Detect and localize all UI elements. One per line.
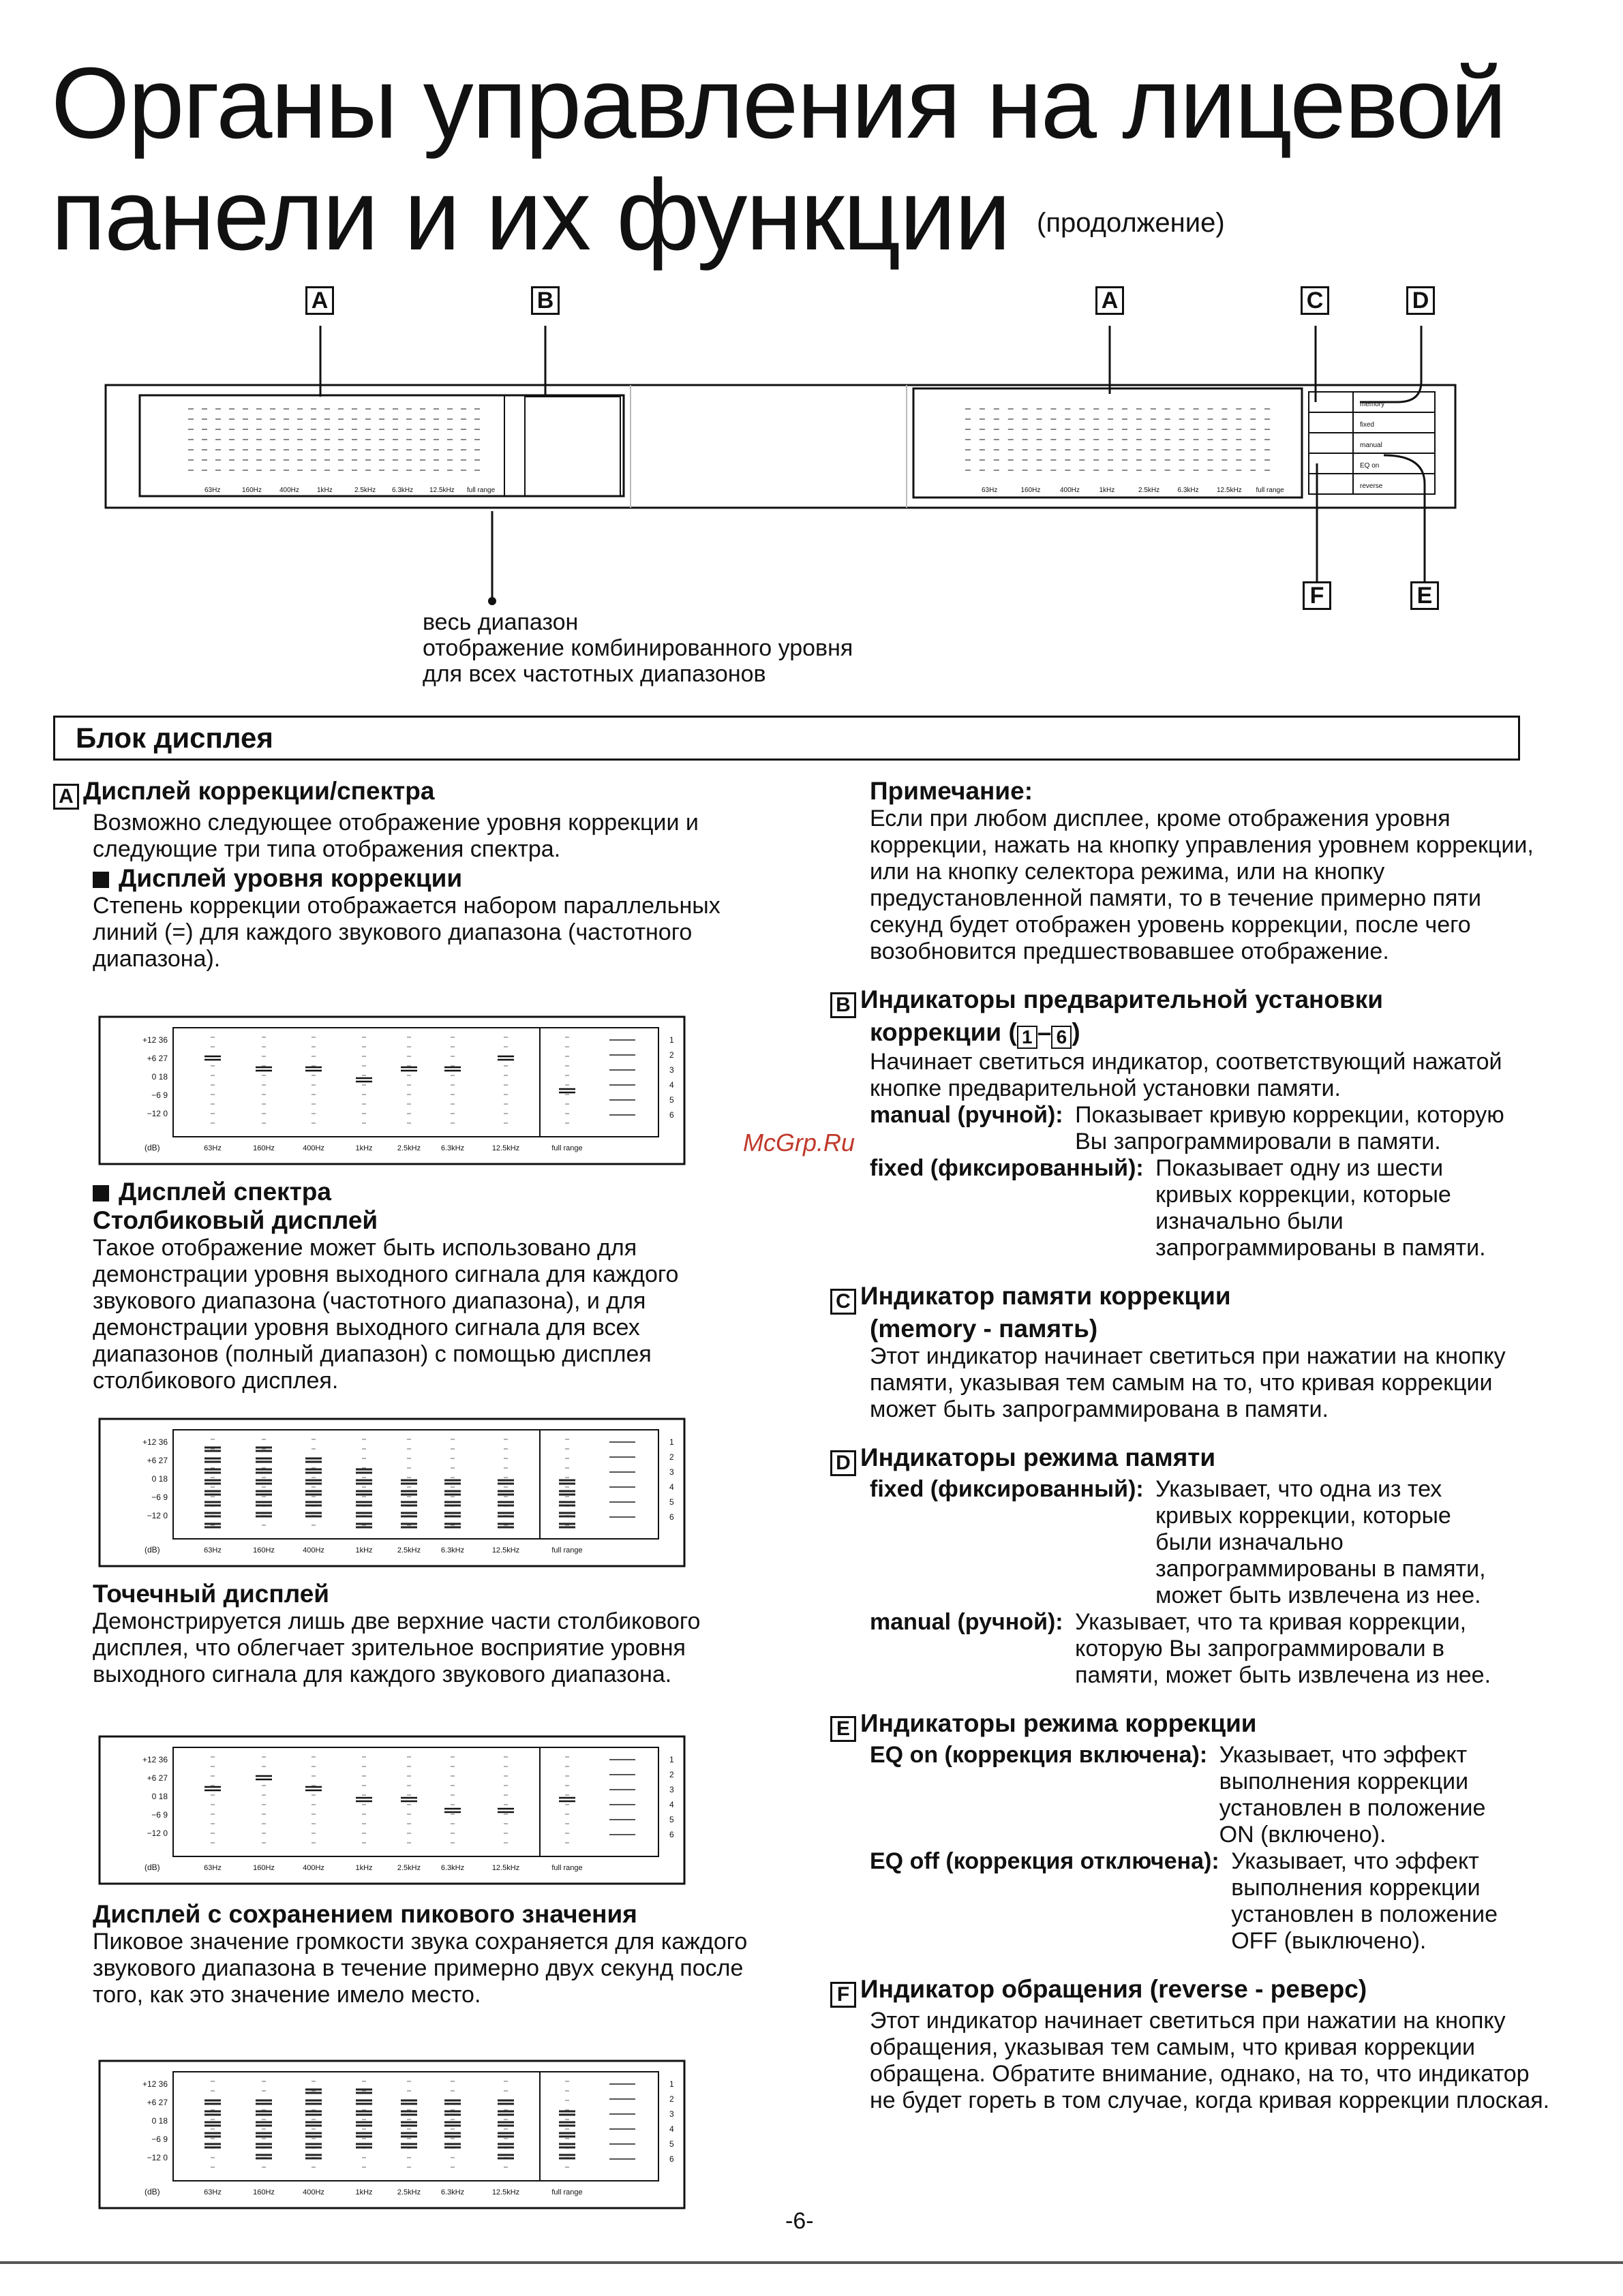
b-dash: – xyxy=(1037,1018,1052,1046)
e-off-def xyxy=(830,1848,1560,1955)
db-scale-label: 0 18 xyxy=(151,1792,168,1801)
a-text: Возможно следующее отображение уровня коррекции и следующие три типа отображения спектра. xyxy=(93,810,699,862)
db-scale-label: −6 9 xyxy=(151,1493,168,1502)
title-line-2 xyxy=(51,159,1506,279)
section-c xyxy=(830,1282,1560,1423)
band-label: 400Hz xyxy=(303,2188,324,2196)
panel-indicator-label: memory xyxy=(1360,401,1385,408)
b-manual-key: manual (ручной): xyxy=(870,1102,1063,1128)
d-fixed-key: fixed (фиксированный): xyxy=(870,1476,1144,1502)
band-label: 1kHz xyxy=(355,2188,373,2196)
spectrum-block xyxy=(53,1178,755,1394)
bullet-icon xyxy=(93,1185,109,1201)
panel-band-label: 12.5kHz xyxy=(429,487,455,494)
section-d xyxy=(830,1443,1560,1689)
db-scale-label: −6 9 xyxy=(151,2134,168,2144)
band-label: 6.3kHz xyxy=(440,1144,465,1152)
band-label: 12.5kHz xyxy=(491,1144,520,1152)
d-manual-def xyxy=(830,1609,1560,1689)
band-label: 63Hz xyxy=(204,1864,222,1872)
panel-band-label: full range xyxy=(467,487,496,494)
panel-band-label: 6.3kHz xyxy=(392,487,414,494)
band-label: full range xyxy=(551,1864,583,1872)
page-number: -6- xyxy=(785,2208,814,2234)
band-label: 1kHz xyxy=(355,1144,373,1152)
band-label: 63Hz xyxy=(204,2188,222,2196)
f-text: Этот индикатор начинает светиться при нажатии на кнопку обращения, указывая тем самым, что кривая коррекции обращена. Обратите внимание, однако, на то, что индикатор не будет гореть в том случае, когда кривая коррекции плоская. xyxy=(870,2008,1550,2113)
db-scale-label: +12 36 xyxy=(142,1035,168,1045)
band-label: 400Hz xyxy=(303,1144,324,1152)
db-scale-label: 0 18 xyxy=(151,1072,168,1082)
d-fixed-value: Указывает, что одна из тех кривых коррекции, которые были изначально запрограммированы в памяти, может быть извлечена из нее. xyxy=(1155,1476,1486,1608)
panel-band-label: 400Hz xyxy=(1060,487,1080,494)
callout-b: B xyxy=(531,286,560,315)
panel-indicator-label: manual xyxy=(1360,442,1382,449)
caption-line-2: отображение комбинированного уровня xyxy=(423,635,853,661)
band-label: full range xyxy=(551,2188,583,2196)
bar-display-figure xyxy=(97,1416,687,1569)
level-text: Степень коррекции отображается набором параллельных линий (=) для каждого звукового диапазона (частотного диапазона). xyxy=(93,893,721,972)
panel-band-label: 1kHz xyxy=(317,487,333,494)
b-fixed-key: fixed (фиксированный): xyxy=(870,1155,1144,1181)
band-label: 160Hz xyxy=(253,1864,275,1872)
preset-number: 4 xyxy=(669,1482,674,1492)
preset-number: 3 xyxy=(669,1065,674,1075)
callout-c: C xyxy=(1301,286,1329,315)
section-e xyxy=(830,1709,1560,1955)
band-label: 160Hz xyxy=(253,1144,275,1152)
preset-number: 2 xyxy=(669,1770,674,1779)
band-label: full range xyxy=(551,1546,583,1555)
front-panel-diagram xyxy=(102,279,1466,620)
db-unit-label: (dB) xyxy=(145,1545,160,1555)
db-unit-label: (dB) xyxy=(145,2187,160,2196)
label-a: A xyxy=(53,784,79,810)
panel-indicator-label: EQ on xyxy=(1360,462,1380,470)
d-manual-value: Указывает, что та кривая коррекции, которую Вы запрограммировали в памяти, может быть извлечена из нее. xyxy=(1075,1609,1491,1688)
e-on-key: EQ on (коррекция включена): xyxy=(870,1742,1208,1768)
panel-band-label: 400Hz xyxy=(279,487,299,494)
preset-number: 5 xyxy=(669,2139,674,2149)
preset-number: 1 xyxy=(669,1755,674,1764)
bar-text: Такое отображение может быть использовано для демонстрации уровня выходного сигнала для каждого звукового диапазона (частотного диапазона), и для демонстрации уровня выходного сигнала для всех диапазонов (полный диапазон) с помощью дисплея столбикового дисплея. xyxy=(93,1235,679,1394)
caption-line-1: весь диапазон xyxy=(423,609,579,635)
band-label: 63Hz xyxy=(204,1546,222,1555)
c-title-2: (memory - память) xyxy=(870,1315,1098,1343)
d-fixed-def xyxy=(830,1476,1560,1609)
panel-band-label: 63Hz xyxy=(982,487,998,494)
f-title: Индикатор обращения (reverse - реверс) xyxy=(860,1975,1367,2003)
panel-band-label: 160Hz xyxy=(1020,487,1041,494)
panel-indicator-label: reverse xyxy=(1360,483,1383,490)
b-title-2: коррекции ( xyxy=(870,1018,1017,1046)
level-title: Дисплей уровня коррекции xyxy=(119,864,463,892)
preset-number: 4 xyxy=(669,2124,674,2134)
e-off-value: Указывает, что эффект выполнения коррекции установлен в положение OFF (выключено). xyxy=(1231,1848,1498,1954)
b-manual-value: Показывает кривую коррекции, которую Вы запрограммировали в памяти. xyxy=(1075,1102,1504,1154)
band-label: 2.5kHz xyxy=(397,1144,421,1152)
label-d: D xyxy=(830,1450,856,1476)
db-scale-label: −12 0 xyxy=(147,2153,168,2162)
e-off-key: EQ off (коррекция отключена): xyxy=(870,1848,1219,1874)
d-title: Индикаторы режима памяти xyxy=(860,1443,1216,1471)
label-f: F xyxy=(830,1982,856,2008)
left-column xyxy=(53,777,755,973)
db-scale-label: −6 9 xyxy=(151,1810,168,1820)
band-label: 2.5kHz xyxy=(397,2188,421,2196)
panel-band-label: 63Hz xyxy=(204,487,221,494)
label-b: B xyxy=(830,992,856,1018)
panel-band-label: 160Hz xyxy=(242,487,262,494)
band-label: 6.3kHz xyxy=(440,2188,465,2196)
preset-number: 2 xyxy=(669,2094,674,2104)
preset-number: 1 xyxy=(669,1437,674,1447)
band-label: 1kHz xyxy=(355,1864,373,1872)
callout-f: F xyxy=(1303,581,1331,610)
band-label: 12.5kHz xyxy=(491,1864,520,1872)
db-scale-label: +6 27 xyxy=(147,1456,168,1465)
db-scale-label: −12 0 xyxy=(147,1828,168,1838)
db-scale-label: +12 36 xyxy=(142,1437,168,1447)
right-display xyxy=(913,388,1302,498)
b-title-end: ) xyxy=(1072,1018,1080,1046)
preset-number: 4 xyxy=(669,1800,674,1809)
panel-band-label: 12.5kHz xyxy=(1217,487,1242,494)
label-e: E xyxy=(830,1716,856,1742)
db-scale-label: −12 0 xyxy=(147,1511,168,1520)
left-preset-area xyxy=(525,397,620,496)
peak-title: Дисплей с сохранением пикового значения xyxy=(93,1900,637,1928)
watermark: McGrp.Ru xyxy=(743,1129,855,1157)
dot-block xyxy=(53,1580,755,1688)
band-label: full range xyxy=(551,1144,583,1152)
bullet-icon xyxy=(93,872,109,888)
db-scale-label: +6 27 xyxy=(147,1054,168,1063)
spectrum-title: Дисплей спектра xyxy=(119,1178,331,1206)
section-b xyxy=(830,985,1560,1261)
band-label: 160Hz xyxy=(253,2188,275,2196)
panel-band-label: 6.3kHz xyxy=(1177,487,1199,494)
band-label: 2.5kHz xyxy=(397,1864,421,1872)
callout-a-left: A xyxy=(305,286,334,315)
preset-1-box: 1 xyxy=(1017,1026,1037,1049)
preset-number: 2 xyxy=(669,1050,674,1060)
db-scale-label: +12 36 xyxy=(142,2079,168,2089)
caption-line-3: для всех частотных диапазонов xyxy=(423,661,766,687)
full-range-caption xyxy=(423,609,853,687)
db-scale-label: +6 27 xyxy=(147,2098,168,2107)
preset-number: 3 xyxy=(669,2109,674,2119)
e-on-def xyxy=(830,1742,1560,1848)
preset-number: 1 xyxy=(669,2079,674,2089)
label-c: C xyxy=(830,1289,856,1315)
dot-display-figure xyxy=(97,1734,687,1886)
db-scale-label: 0 18 xyxy=(151,2116,168,2126)
band-label: 12.5kHz xyxy=(491,1546,520,1555)
band-label: 2.5kHz xyxy=(397,1546,421,1555)
title-line-2-text: панели и их функции xyxy=(51,159,1010,271)
preset-number: 4 xyxy=(669,1080,674,1090)
db-scale-label: 0 18 xyxy=(151,1474,168,1484)
db-scale-label: +6 27 xyxy=(147,1773,168,1783)
left-display xyxy=(140,395,624,496)
band-label: 400Hz xyxy=(303,1864,324,1872)
dot-text: Демонстрируется лишь две верхние части столбикового дисплея, что облегчает зрительное восприятие уровня выходного сигнала для каждого звукового диапазона. xyxy=(93,1608,701,1687)
eq-level-display-figure xyxy=(97,1014,687,1167)
panel-band-label: 1kHz xyxy=(1099,487,1115,494)
panel-band-label: 2.5kHz xyxy=(1138,487,1160,494)
preset-number: 6 xyxy=(669,1830,674,1839)
callout-e: E xyxy=(1410,581,1439,610)
preset-number: 6 xyxy=(669,1110,674,1120)
db-scale-label: +12 36 xyxy=(142,1755,168,1764)
note-text: Если при любом дисплее, кроме отображения уровня коррекции, нажать на кнопку управления уровнем коррекции, или на кнопку селектора режима, или на кнопку предустановленной памяти, то в течение примерно пяти секунд будет отображен уровень коррекции, после чего возобновится предшествовавшее отображение. xyxy=(870,806,1534,964)
preset-number: 6 xyxy=(669,2154,674,2164)
db-unit-label: (dB) xyxy=(145,1143,160,1152)
panel-band-label: 2.5kHz xyxy=(354,487,376,494)
d-manual-key: manual (ручной): xyxy=(870,1609,1063,1635)
peak-text: Пиковое значение громкости звука сохраняется для каждого звукового диапазона в течение примерно двух секунд после того, как это значение имело место. xyxy=(93,1929,748,2008)
band-label: 6.3kHz xyxy=(440,1864,465,1872)
b-text: Начинает светиться индикатор, соответствующий нажатой кнопке предварительной установки памяти. xyxy=(870,1049,1502,1101)
page-title xyxy=(51,48,1506,279)
right-column xyxy=(830,777,1560,2114)
preset-number: 5 xyxy=(669,1815,674,1824)
preset-number: 2 xyxy=(669,1452,674,1462)
b-title-1: Индикаторы предварительной установки xyxy=(860,985,1383,1013)
b-fixed-def xyxy=(830,1155,1560,1261)
db-unit-label: (dB) xyxy=(145,1863,160,1872)
callout-d: D xyxy=(1406,286,1435,315)
preset-number: 3 xyxy=(669,1785,674,1794)
db-scale-label: −6 9 xyxy=(151,1090,168,1100)
note-title: Примечание: xyxy=(870,777,1033,805)
band-label: 63Hz xyxy=(204,1144,222,1152)
bottom-rule xyxy=(0,2261,1623,2264)
band-label: 6.3kHz xyxy=(440,1546,465,1555)
callout-a-right: A xyxy=(1095,286,1124,315)
peak-hold-display-figure xyxy=(97,2058,687,2211)
preset-number: 6 xyxy=(669,1512,674,1522)
bar-title: Столбиковый дисплей xyxy=(93,1206,378,1234)
peak-block xyxy=(53,1900,755,2008)
c-text: Этот индикатор начинает светиться при нажатии на кнопку памяти, указывая тем самым на то, что кривая коррекции может быть запрограммирована в памяти. xyxy=(870,1343,1506,1422)
panel-band-label: full range xyxy=(1256,487,1284,494)
b-fixed-value: Показывает одну из шести кривых коррекции, которые изначально были запрограммированы в памяти. xyxy=(1155,1155,1486,1261)
preset-6-box: 6 xyxy=(1051,1026,1072,1049)
band-label: 160Hz xyxy=(253,1546,275,1555)
panel-outline xyxy=(106,385,1455,508)
e-on-value: Указывает, что эффект выполнения коррекции установлен в положение ON (включено). xyxy=(1219,1742,1486,1848)
c-title-1: Индикатор памяти коррекции xyxy=(860,1282,1231,1310)
title-line-1: Органы управления на лицевой xyxy=(51,47,1506,159)
title-suffix: (продолжение) xyxy=(1037,207,1225,238)
preset-number: 5 xyxy=(669,1497,674,1507)
preset-number: 1 xyxy=(669,1035,674,1045)
band-label: 400Hz xyxy=(303,1546,324,1555)
preset-number: 3 xyxy=(669,1467,674,1477)
b-manual-def xyxy=(830,1102,1560,1155)
section-f xyxy=(830,1975,1560,2114)
a-title: Дисплей коррекции/спектра xyxy=(83,777,435,805)
dot-title: Точечный дисплей xyxy=(93,1580,330,1608)
preset-number: 5 xyxy=(669,1095,674,1105)
e-title: Индикаторы режима коррекции xyxy=(860,1709,1257,1737)
band-label: 12.5kHz xyxy=(491,2188,520,2196)
band-label: 1kHz xyxy=(355,1546,373,1555)
section-title: Блок дисплея xyxy=(53,716,1520,761)
panel-indicator-label: fixed xyxy=(1360,421,1375,429)
db-scale-label: −12 0 xyxy=(147,1109,168,1118)
